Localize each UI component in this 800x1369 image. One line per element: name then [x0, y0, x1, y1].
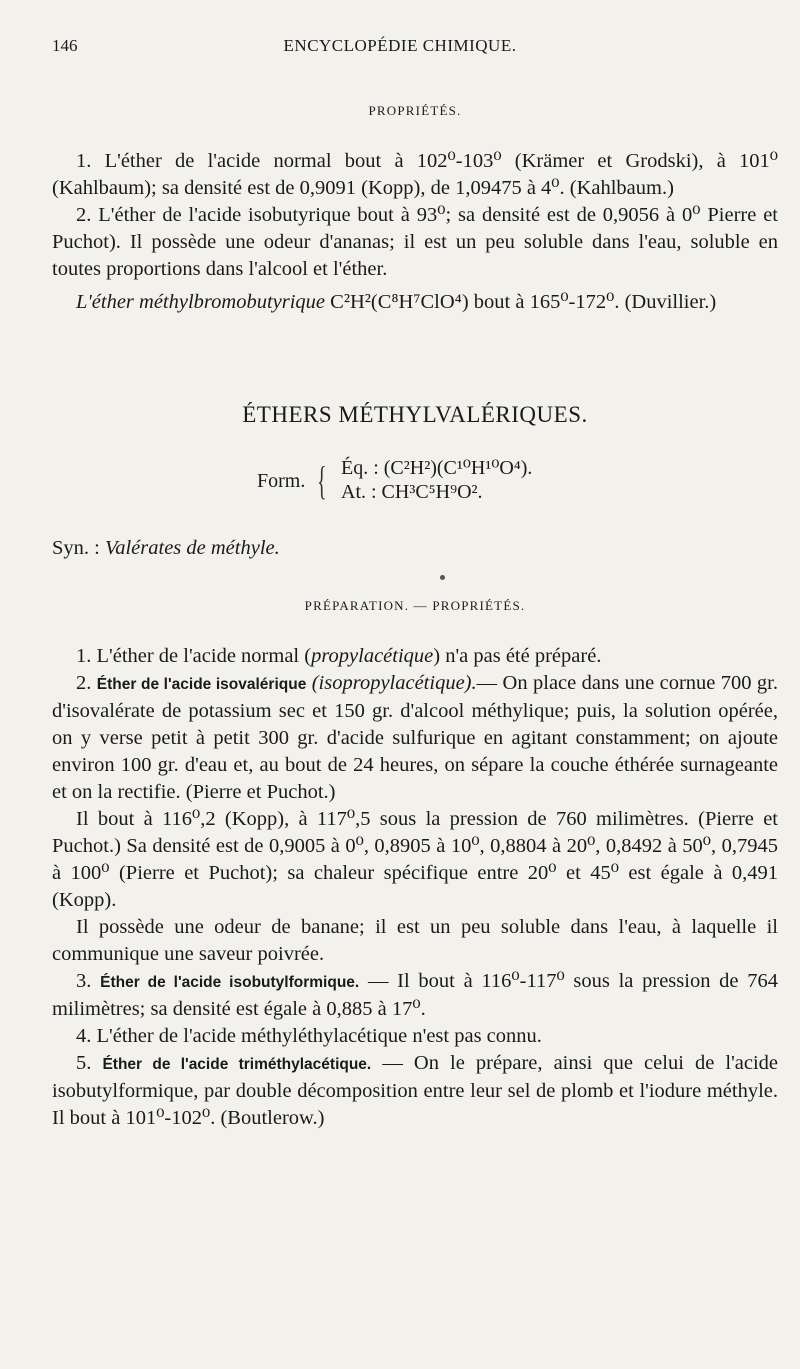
- item-2-label: Éther de l'acide isovalérique: [96, 676, 307, 693]
- synonym-label: Syn. :: [52, 537, 105, 559]
- section2-body: [52, 643, 778, 1132]
- item-5-label: Éther de l'acide triméthylacétique.: [102, 1056, 372, 1073]
- item-5: 5. Éther de l'acide triméthylacétique. — On le prépare, ainsi que celui de l'acide isobutylformique, par double décomposition entre leur sel de plomb et l'iodure méthyle. Il bout à 101⁰-102⁰. (Boutlerow.): [52, 1052, 779, 1129]
- item-2-properties: Il bout à 116⁰,2 (Kopp), à 117⁰,5 sous la pression de 760 milimètres. (Pierre et Puchot.) Sa densité est de 0,9005 à 0⁰, 0,8905 à 10⁰, 0,8804 à 20⁰, 0,8492 à 50⁰, 0,7945 à 100⁰ (Pierre et Puchot); sa chaleur spécifique entre 20⁰ et 45⁰ est égale à 0,491 (Kopp).: [52, 808, 778, 911]
- section-title-methylvaleriques: ÉTHERS MÉTHYLVALÉRIQUES.: [242, 402, 588, 427]
- item-3-label: Éther de l'acide isobutylformique.: [100, 974, 360, 991]
- section-heading-proprietes: PROPRIÉTÉS.: [368, 103, 462, 118]
- running-title: ENCYCLOPÉDIE CHIMIQUE.: [283, 36, 517, 55]
- formula-equivalent: Éq. : (C²H²)(C¹⁰H¹⁰O⁴).: [341, 457, 533, 479]
- item-3: 3. Éther de l'acide isobutylformique. — Il bout à 116⁰-117⁰ sous la pression de 764 milimètres; sa densité est égale à 0,885 à 17⁰.: [52, 970, 779, 1020]
- brace-icon: {: [317, 458, 327, 503]
- section1-body: [52, 148, 778, 316]
- synonym-line: [52, 535, 778, 562]
- paragraph-isobutyric: 2. L'éther de l'acide isobutyrique bout à 93⁰; sa densité est de 0,9056 à 0⁰ Pierre et Puchot). Il possède une odeur d'ananas; il est un peu soluble dans l'eau, soluble en toutes proportions dans l'alcool et l'éther.: [52, 204, 778, 280]
- paragraph-bromobutyric: [52, 289, 778, 316]
- page-number: 146: [52, 36, 78, 55]
- dot-mark: [440, 575, 445, 580]
- item-2: 2. Éther de l'acide isovalérique (isopropylacétique).— On place dans une cornue 700 gr. d'isovalérate de potassium sec et 150 gr. d'alcool méthylique; puis, la solution opérée, on y verse petit à petit 300 gr. d'acide sulfurique en agitant constamment; on ajoute environ 100 gr. d'eau et, au bout de 24 heures, on sépare la couche éthérée surnageante et on la rectifie. (Pierre et Puchot.): [52, 672, 779, 803]
- page-header: [50, 36, 750, 60]
- formula-atomic: At. : CH³C⁵H⁹O².: [341, 481, 483, 503]
- item-2-odor: Il possède une odeur de banane; il est un peu soluble dans l'eau, à laquelle il communique une saveur poivrée.: [52, 916, 778, 965]
- paragraph-normal-acid: 1. L'éther de l'acide normal bout à 102⁰-103⁰ (Krämer et Grodski), à 101⁰ (Kahlbaum); sa densité est de 0,9091 (Kopp), de 1,09475 à 4⁰. (Kahlbaum.): [52, 150, 778, 199]
- bromobutyric-term: L'éther méthylbromobutyrique: [76, 291, 326, 313]
- formula-label: Form.: [257, 470, 306, 492]
- item-4: 4. L'éther de l'acide méthyléthylacétique n'est pas connu.: [76, 1025, 542, 1047]
- synonym-value: Valérates de méthyle.: [104, 537, 280, 559]
- section-heading-preparation: PRÉPARATION. — PROPRIÉTÉS.: [304, 598, 526, 613]
- item-1: 1. L'éther de l'acide normal (propylacétique) n'a pas été préparé.: [76, 645, 602, 667]
- bromobutyric-detail: C²H²(C⁸H⁷ClO⁴) bout à 165⁰-172⁰. (Duvillier.): [325, 291, 717, 313]
